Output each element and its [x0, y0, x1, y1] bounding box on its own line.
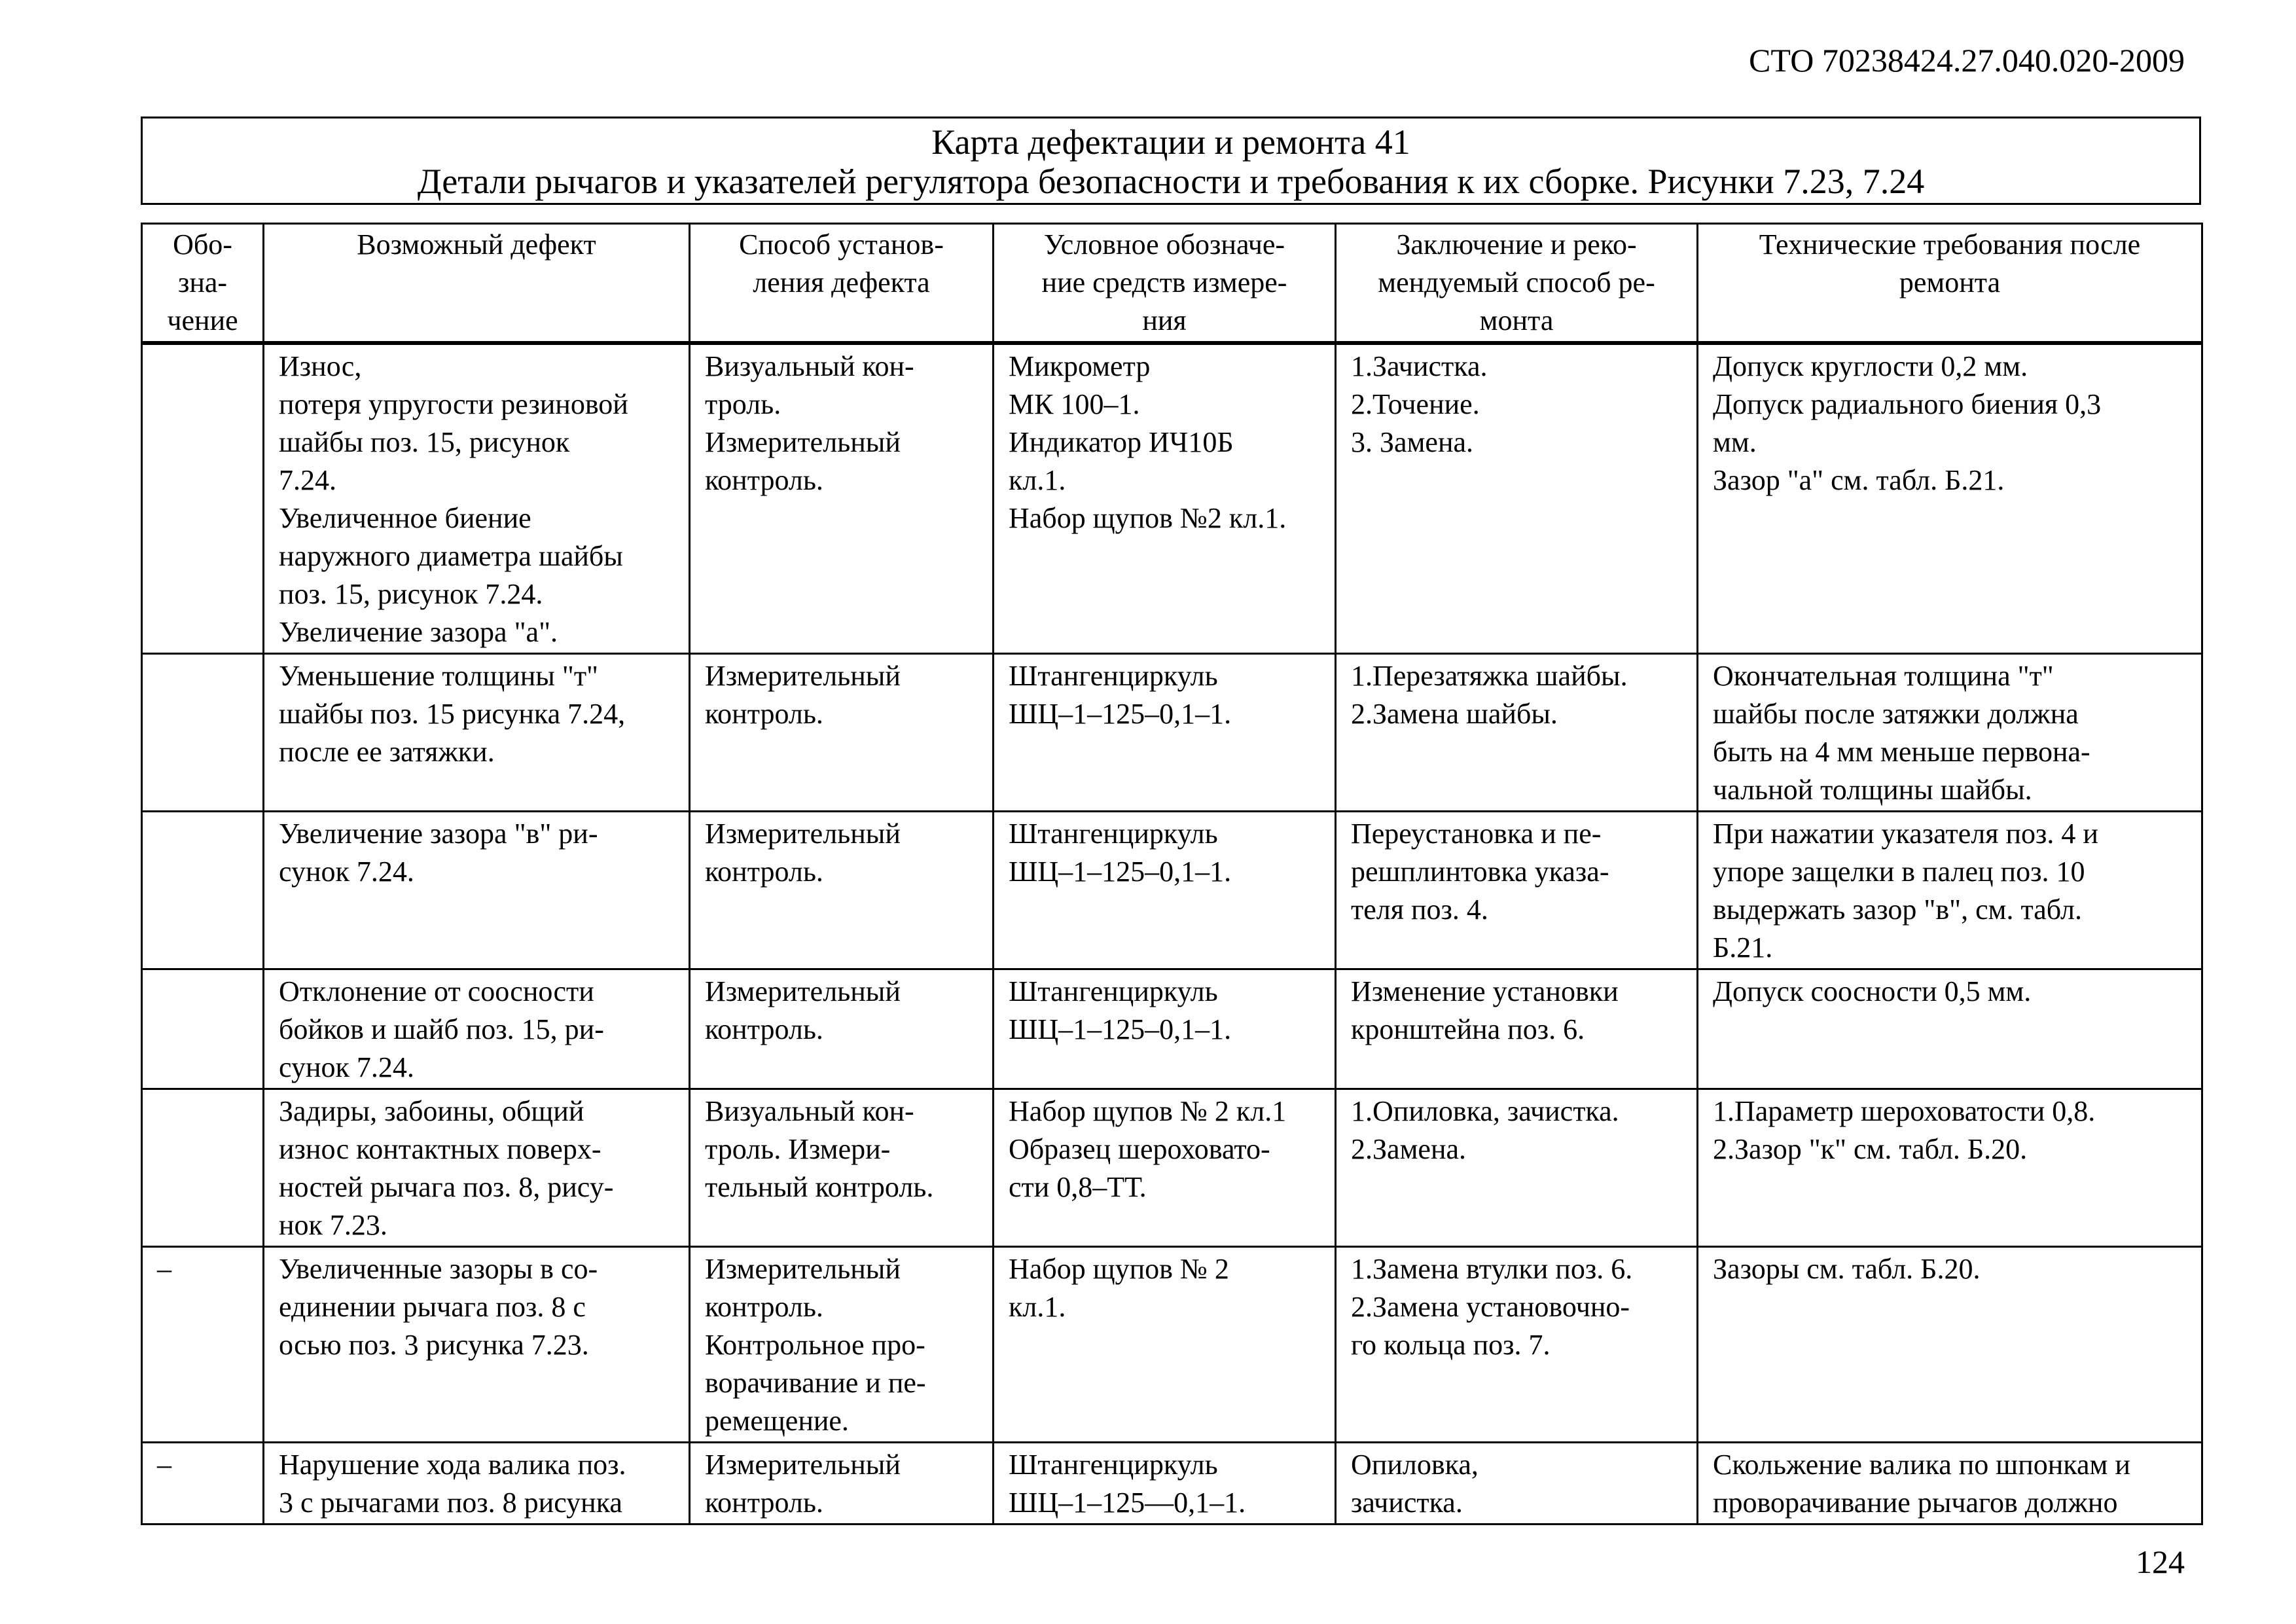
table-header-row [142, 224, 2202, 344]
cell-instruments: Штангенциркуль ШЦ–1–125—0,1–1. [994, 1443, 1336, 1525]
table-row [142, 969, 2202, 1089]
header-instruments: Условное обозначе- ние средств измере- ния [994, 224, 1336, 344]
table-row [142, 812, 2202, 969]
cell-defect: Задиры, забоины, общий износ контактных поверх- ностей рычага поз. 8, рису- нок 7.23. [264, 1089, 690, 1247]
cell-designation: – [142, 1247, 264, 1443]
header-requirements: Технические требования после ремонта [1698, 224, 2202, 344]
cell-defect: Уменьшение толщины "т" шайбы поз. 15 рисунка 7.24, после ее затяжки. [264, 654, 690, 812]
cell-repair: Опиловка, зачистка. [1336, 1443, 1698, 1525]
header-repair-conclusion: Заключение и реко- мендуемый способ ре- монта [1336, 224, 1698, 344]
cell-repair: Переустановка и пе- решплинтовка указа- теля поз. 4. [1336, 812, 1698, 969]
header-detection-method: Способ установ- ления дефекта [690, 224, 994, 344]
card-title: Карта дефектации и ремонта 41 [931, 122, 1410, 162]
cell-instruments: Набор щупов № 2 кл.1. [994, 1247, 1336, 1443]
cell-requirements: Скольжение валика по шпонкам и проворачивание рычагов должно [1698, 1443, 2202, 1525]
cell-detection: Измерительный контроль. [690, 654, 994, 812]
cell-designation [142, 1089, 264, 1247]
header-designation: Обо- зна- чение [142, 224, 264, 344]
card-subtitle: Детали рычагов и указателей регулятора безопасности и требования к их сборке. Рисунки 7.23, 7.24 [417, 162, 1925, 201]
cell-instruments: Штангенциркуль ШЦ–1–125–0,1–1. [994, 812, 1336, 969]
cell-requirements: Допуск круглости 0,2 мм. Допуск радиального биения 0,3 мм. Зазор "а" см. табл. Б.21. [1698, 343, 2202, 654]
page-number: 124 [2136, 1543, 2185, 1580]
cell-instruments: Набор щупов № 2 кл.1 Образец шероховато- сти 0,8–ТТ. [994, 1089, 1336, 1247]
cell-repair: Изменение установки кронштейна поз. 6. [1336, 969, 1698, 1089]
cell-defect: Нарушение хода валика поз. 3 с рычагами поз. 8 рисунка [264, 1443, 690, 1525]
cell-defect: Увеличение зазора "в" ри- сунок 7.24. [264, 812, 690, 969]
cell-repair: 1.Зачистка. 2.Точение. 3. Замена. [1336, 343, 1698, 654]
table-row [142, 1247, 2202, 1443]
cell-requirements: Окончательная толщина "т" шайбы после затяжки должна быть на 4 мм меньше первона- чальной толщины шайбы. [1698, 654, 2202, 812]
cell-instruments: Микрометр МК 100–1. Индикатор ИЧ10Б кл.1. Набор щупов №2 кл.1. [994, 343, 1336, 654]
cell-requirements: Допуск соосности 0,5 мм. [1698, 969, 2202, 1089]
cell-repair: 1.Замена втулки поз. 6. 2.Замена установочно- го кольца поз. 7. [1336, 1247, 1698, 1443]
card-title-box [141, 117, 2201, 205]
cell-detection: Измерительный контроль. [690, 812, 994, 969]
cell-requirements: 1.Параметр шероховатости 0,8. 2.Зазор "к" см. табл. Б.20. [1698, 1089, 2202, 1247]
cell-detection: Визуальный кон- троль. Измери- тельный контроль. [690, 1089, 994, 1247]
table-row [142, 343, 2202, 654]
cell-repair: 1.Опиловка, зачистка. 2.Замена. [1336, 1089, 1698, 1247]
cell-instruments: Штангенциркуль ШЦ–1–125–0,1–1. [994, 969, 1336, 1089]
table-row [142, 1089, 2202, 1247]
cell-defect: Увеличенные зазоры в со- единении рычага поз. 8 с осью поз. 3 рисунка 7.23. [264, 1247, 690, 1443]
document-code: СТО 70238424.27.040.020-2009 [1749, 42, 2185, 79]
cell-designation [142, 343, 264, 654]
cell-instruments: Штангенциркуль ШЦ–1–125–0,1–1. [994, 654, 1336, 812]
cell-detection: Визуальный кон- троль. Измерительный контроль. [690, 343, 994, 654]
cell-repair: 1.Перезатяжка шайбы. 2.Замена шайбы. [1336, 654, 1698, 812]
cell-designation [142, 969, 264, 1089]
table-row [142, 1443, 2202, 1525]
cell-detection: Измерительный контроль. Контрольное про- ворачивание и пе- ремещение. [690, 1247, 994, 1443]
cell-detection: Измерительный контроль. [690, 969, 994, 1089]
cell-defect: Износ, потеря упругости резиновой шайбы поз. 15, рисунок 7.24. Увеличенное биение наружного диаметра шайбы поз. 15, рисунок 7.24. Увеличение зазора "а". [264, 343, 690, 654]
cell-designation [142, 654, 264, 812]
table-row [142, 654, 2202, 812]
cell-requirements: При нажатии указателя поз. 4 и упоре защелки в палец поз. 10 выдержать зазор "в", см. табл. Б.21. [1698, 812, 2202, 969]
cell-designation [142, 812, 264, 969]
cell-detection: Измерительный контроль. [690, 1443, 994, 1525]
cell-requirements: Зазоры см. табл. Б.20. [1698, 1247, 2202, 1443]
header-defect: Возможный дефект [264, 224, 690, 344]
cell-defect: Отклонение от соосности бойков и шайб поз. 15, ри- сунок 7.24. [264, 969, 690, 1089]
defect-table [141, 223, 2203, 1525]
cell-designation: – [142, 1443, 264, 1525]
